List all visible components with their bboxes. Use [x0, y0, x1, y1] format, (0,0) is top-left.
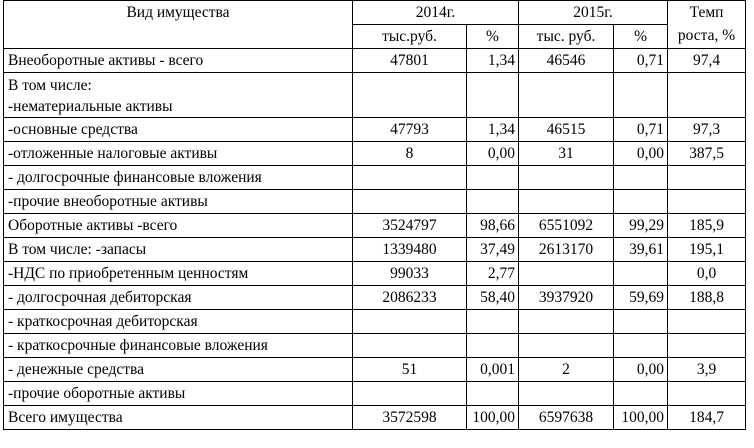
percent-2015	[614, 73, 668, 118]
percent-2014: 1,34	[467, 49, 519, 73]
growth-rate	[668, 310, 746, 334]
row-label: Внеоборотные активы - всего	[4, 49, 353, 73]
table-row	[4, 73, 746, 118]
value-2015	[519, 190, 614, 214]
value-2014: 3524797	[353, 214, 467, 238]
row-label: -прочие оборотные активы	[4, 382, 353, 406]
row-label: - краткосрочные финансовые вложения	[4, 334, 353, 358]
header-year-2014: 2014г.	[353, 1, 519, 25]
percent-2015: 0,00	[614, 358, 668, 382]
table-row	[4, 310, 746, 334]
percent-2015	[614, 262, 668, 286]
header-growth-rate	[668, 1, 746, 49]
value-2014	[353, 73, 467, 118]
value-2015: 2	[519, 358, 614, 382]
value-2014	[353, 166, 467, 190]
row-label: -прочие внеоборотные активы	[4, 190, 353, 214]
value-2015	[519, 166, 614, 190]
header-growth-line2: роста, %	[677, 27, 736, 44]
percent-2014	[467, 382, 519, 406]
percent-2014	[467, 190, 519, 214]
percent-2015: 0,00	[614, 142, 668, 166]
value-2014: 47801	[353, 49, 467, 73]
value-2015: 46515	[519, 118, 614, 142]
growth-rate: 97,3	[668, 118, 746, 142]
growth-rate	[668, 190, 746, 214]
row-label: - краткосрочная дебиторская	[4, 310, 353, 334]
value-2015: 46546	[519, 49, 614, 73]
percent-2014: 0,00	[467, 142, 519, 166]
header-row-top	[4, 1, 746, 25]
row-label: - денежные средства	[4, 358, 353, 382]
value-2014	[353, 310, 467, 334]
value-2014: 3572598	[353, 406, 467, 430]
row-label: -отложенные налоговые активы	[4, 142, 353, 166]
value-2014: 8	[353, 142, 467, 166]
percent-2015: 0,71	[614, 49, 668, 73]
value-2015: 3937920	[519, 286, 614, 310]
value-2014: 99033	[353, 262, 467, 286]
header-pct-2014: %	[467, 25, 519, 49]
growth-rate: 0,0	[668, 262, 746, 286]
header-year-2015: 2015г.	[519, 1, 668, 25]
percent-2014: 1,34	[467, 118, 519, 142]
percent-2014: 2,77	[467, 262, 519, 286]
row-label-line: В том числе:	[8, 77, 92, 94]
table-row	[4, 286, 746, 310]
percent-2014	[467, 334, 519, 358]
growth-rate: 387,5	[668, 142, 746, 166]
table-row	[4, 142, 746, 166]
table-row	[4, 214, 746, 238]
header-unit-2014: тыс.руб.	[353, 25, 467, 49]
table-row	[4, 358, 746, 382]
value-2015	[519, 262, 614, 286]
table-row	[4, 262, 746, 286]
percent-2015	[614, 334, 668, 358]
table-row	[4, 190, 746, 214]
table-row	[4, 406, 746, 430]
table-row	[4, 238, 746, 262]
percent-2015: 0,71	[614, 118, 668, 142]
growth-rate	[668, 382, 746, 406]
value-2014: 1339480	[353, 238, 467, 262]
value-2014: 2086233	[353, 286, 467, 310]
percent-2015: 59,69	[614, 286, 668, 310]
percent-2014	[467, 73, 519, 118]
percent-2014: 58,40	[467, 286, 519, 310]
percent-2015	[614, 310, 668, 334]
value-2015: 6597638	[519, 406, 614, 430]
percent-2014	[467, 166, 519, 190]
percent-2015: 100,00	[614, 406, 668, 430]
header-pct-2015: %	[614, 25, 668, 49]
value-2015	[519, 73, 614, 118]
percent-2014: 98,66	[467, 214, 519, 238]
row-label: -основные средства	[4, 118, 353, 142]
row-label: - долгосрочные финансовые вложения	[4, 166, 353, 190]
value-2015: 6551092	[519, 214, 614, 238]
growth-rate: 185,9	[668, 214, 746, 238]
table-row	[4, 118, 746, 142]
value-2014: 51	[353, 358, 467, 382]
growth-rate	[668, 166, 746, 190]
row-label: Всего имущества	[4, 406, 353, 430]
value-2015	[519, 310, 614, 334]
header-property-type: Вид имущества	[4, 1, 353, 49]
value-2015	[519, 382, 614, 406]
table-row	[4, 382, 746, 406]
table-row	[4, 166, 746, 190]
percent-2015	[614, 190, 668, 214]
table-body	[4, 1, 746, 430]
growth-rate	[668, 73, 746, 118]
row-label-line: -нематериальные активы	[8, 98, 173, 115]
header-growth-line1: Темп	[689, 4, 724, 21]
value-2015: 2613170	[519, 238, 614, 262]
header-unit-2015: тыс. руб.	[519, 25, 614, 49]
growth-rate: 184,7	[668, 406, 746, 430]
row-label	[4, 73, 353, 118]
table-row	[4, 334, 746, 358]
value-2014: 47793	[353, 118, 467, 142]
row-label: Оборотные активы -всего	[4, 214, 353, 238]
value-2014	[353, 382, 467, 406]
percent-2014: 100,00	[467, 406, 519, 430]
growth-rate: 195,1	[668, 238, 746, 262]
value-2015: 31	[519, 142, 614, 166]
value-2014	[353, 334, 467, 358]
growth-rate: 97,4	[668, 49, 746, 73]
percent-2014: 0,001	[467, 358, 519, 382]
percent-2014: 37,49	[467, 238, 519, 262]
percent-2015: 99,29	[614, 214, 668, 238]
growth-rate	[668, 334, 746, 358]
growth-rate: 3,9	[668, 358, 746, 382]
percent-2015: 39,61	[614, 238, 668, 262]
property-structure-table	[3, 0, 746, 430]
table-row	[4, 49, 746, 73]
value-2014	[353, 190, 467, 214]
percent-2015	[614, 382, 668, 406]
value-2015	[519, 334, 614, 358]
percent-2015	[614, 166, 668, 190]
row-label: -НДС по приобретенным ценностям	[4, 262, 353, 286]
percent-2014	[467, 310, 519, 334]
row-label: В том числе: -запасы	[4, 238, 353, 262]
growth-rate: 188,8	[668, 286, 746, 310]
row-label: - долгосрочная дебиторская	[4, 286, 353, 310]
